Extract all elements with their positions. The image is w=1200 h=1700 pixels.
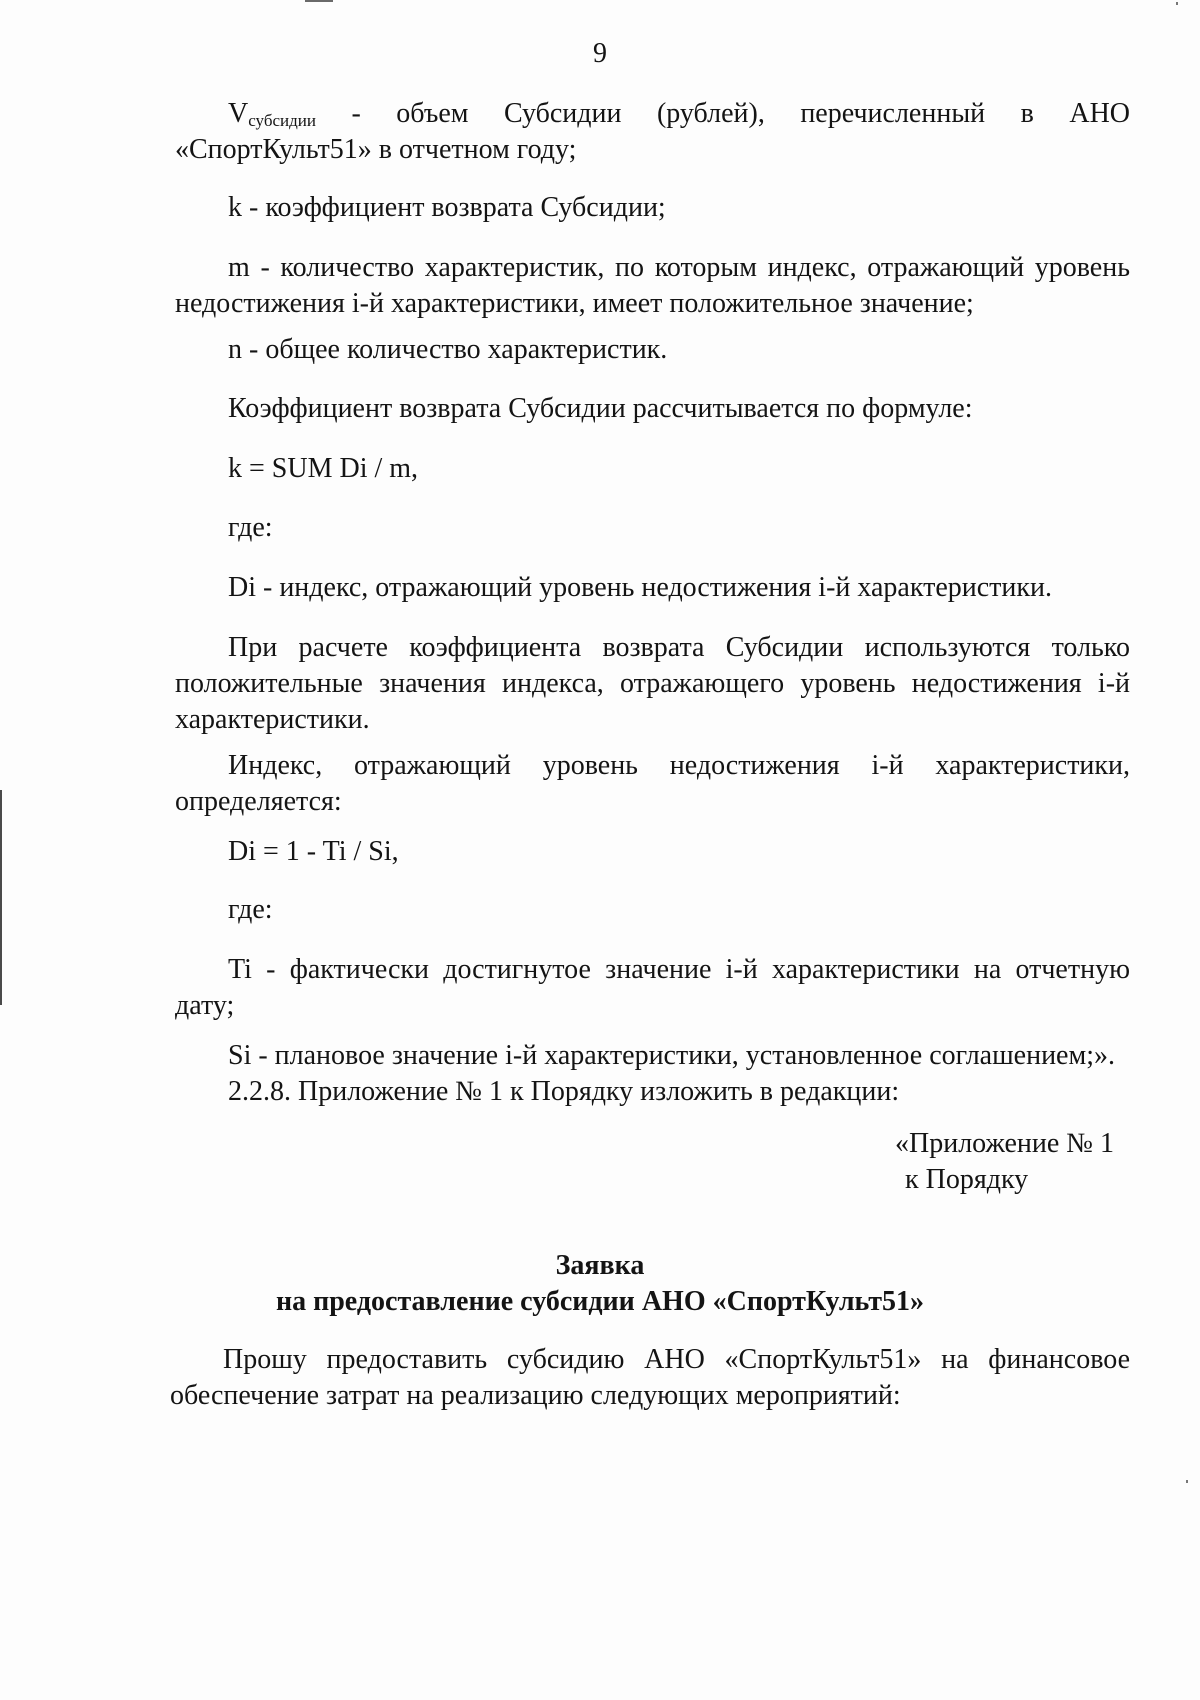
scan-artifact-dot: [1186, 1480, 1188, 1483]
paragraph-k-formula-intro: Коэффициент возврата Субсидии рассчитывается по формуле:: [228, 393, 973, 424]
paragraph-k: k - коэффициент возврата Субсидии;: [228, 192, 666, 223]
paragraph-request: Прошу предоставить субсидию АНО «СпортКульт51» на финансовое обеспечение затрат на реализацию следующих мероприятий:: [170, 1344, 1130, 1411]
v-symbol: V: [228, 98, 249, 129]
where-label-1: где:: [228, 512, 273, 543]
scan-artifact-top: [305, 0, 333, 2]
paragraph-m: m - количество характеристик, по которым индекс, отражающий уровень недостижения i-й характеристики, имеет положительное значение;: [175, 252, 1130, 319]
paragraph-index-definition: Индекс, отражающий уровень недостижения i-й характеристики, определяется:: [175, 750, 1130, 817]
scan-artifact-dot: [1176, 2, 1178, 5]
paragraph-positive-values: При расчете коэффициента возврата Субсидии используются только положительные значения индекса, отражающего уровень недостижения i-й характеристики.: [175, 632, 1130, 735]
paragraph-n: n - общее количество характеристик.: [228, 334, 668, 365]
appendix-label-line2: к Порядку: [905, 1164, 1029, 1195]
paragraph-di: Di - индекс, отражающий уровень недостижения i-й характеристики.: [228, 572, 1052, 603]
scan-artifact-left-edge: [0, 790, 2, 1005]
paragraph-v-subsidy-line2: «СпортКульт51» в отчетном году;: [175, 134, 577, 165]
application-heading-title: Заявка: [555, 1250, 645, 1281]
v-subscript: субсидии: [248, 111, 316, 130]
v-description: - объем Субсидии (рублей), перечисленный в АНО: [351, 98, 1131, 129]
page-number: 9: [593, 38, 607, 69]
where-label-2: где:: [228, 894, 273, 925]
paragraph-2-2-8: 2.2.8. Приложение № 1 к Порядку изложить в редакции:: [228, 1076, 900, 1107]
formula-k: k = SUM Di / m,: [228, 453, 419, 484]
paragraph-si: Si - плановое значение i-й характеристики, установленное соглашением;».: [228, 1040, 1115, 1071]
appendix-label-line1: «Приложение № 1: [895, 1128, 1114, 1159]
application-heading-subtitle: на предоставление субсидии АНО «СпортКульт51»: [275, 1286, 925, 1317]
formula-di: Di = 1 - Ti / Si,: [228, 836, 399, 867]
paragraph-ti: Ti - фактически достигнутое значение i-й характеристики на отчетную дату;: [175, 954, 1130, 1021]
